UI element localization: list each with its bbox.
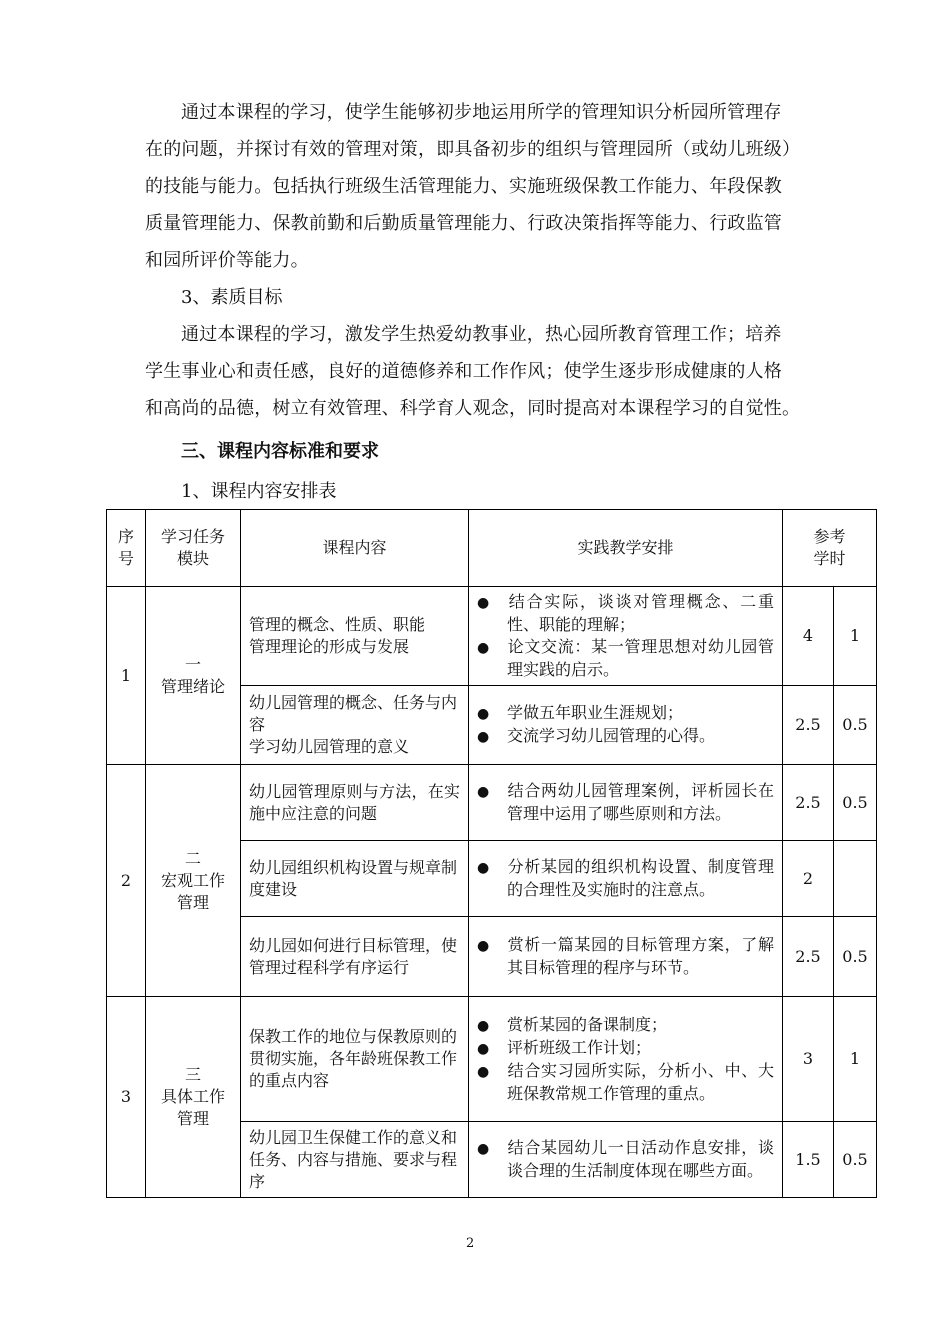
hours-theory: 1.5	[783, 1122, 834, 1198]
module-text: 具体工作	[160, 1087, 225, 1106]
module-text: 二	[184, 848, 201, 868]
practice-text: 评析班级工作计划；	[507, 1037, 652, 1057]
practice-item	[477, 702, 774, 725]
section-heading: 三、课程内容标准和要求	[181, 441, 379, 462]
hours-theory: 2	[783, 841, 834, 917]
content-cell: 幼儿园管理原则与方法，在实施中应注意的问题	[241, 765, 469, 841]
hours-practice: 0.5	[834, 1122, 877, 1198]
practice-text: 结合实习园所实际，分析小、中、大班保教常规工作管理的重点。	[507, 1060, 774, 1103]
row-number: 1	[107, 587, 146, 765]
practice-text: 学做五年职业生涯规划；	[507, 703, 684, 722]
row-number: 3	[107, 997, 146, 1198]
hours-practice	[834, 841, 877, 917]
bullet-icon: ●	[477, 595, 490, 611]
table-heading: 1、课程内容安排表	[181, 481, 337, 502]
bullet-icon: ●	[477, 784, 490, 800]
paragraph-line: 和高尚的品德，树立有效管理、科学育人观念，同时提高对本课程学习的自觉性。	[145, 398, 801, 419]
paragraph-line: 学生事业心和责任感，良好的道德修养和工作作风；使学生逐步形成健康的人格	[145, 361, 782, 382]
header-text: 学习任务	[160, 527, 225, 546]
header-text: 序	[117, 527, 134, 546]
content-cell	[241, 587, 469, 686]
practice-text: 赏析一篇某园的目标管理方案，了解其目标管理的程序与环节。	[507, 935, 774, 977]
module-text: 管理	[176, 1109, 209, 1128]
content-text: 幼儿园管理的概念、任务与内容	[249, 693, 458, 734]
practice-cell	[469, 1122, 783, 1198]
table-header-row	[107, 510, 877, 587]
bullet-icon: ●	[477, 640, 490, 656]
practice-cell	[469, 841, 783, 917]
page-number: 2	[466, 1236, 475, 1251]
hours-practice: 0.5	[834, 917, 877, 997]
bullet-icon: ●	[477, 1040, 490, 1057]
content-cell	[241, 686, 469, 765]
practice-text: 赏析某园的备课制度；	[507, 1014, 668, 1034]
practice-text: 结合两幼儿园管理案例，评析园长在管理中运用了哪些原则和方法。	[507, 781, 774, 823]
practice-item	[477, 856, 774, 901]
module-text: 宏观工作	[160, 870, 225, 890]
header-text: 号	[117, 549, 134, 568]
header-text: 模块	[176, 549, 209, 568]
content-text: 学习幼儿园管理的意义	[249, 737, 410, 756]
header-content: 课程内容	[241, 510, 469, 587]
practice-item	[477, 636, 774, 681]
header-text: 参考	[813, 527, 846, 546]
content-cell: 幼儿园如何进行目标管理，使管理过程科学有序运行	[241, 917, 469, 997]
practice-item	[477, 1014, 774, 1037]
module-cell	[146, 587, 241, 765]
content-text: 管理理论的形成与发展	[249, 637, 410, 656]
hours-theory: 2.5	[783, 765, 834, 841]
bullet-icon: ●	[477, 706, 490, 722]
bullet-icon: ●	[477, 1141, 490, 1157]
content-cell: 幼儿园卫生保健工作的意义和任务、内容与措施、要求与程序	[241, 1122, 469, 1198]
practice-cell	[469, 587, 783, 686]
paragraph-line: 的技能与能力。包括执行班级生活管理能力、实施班级保教工作能力、年段保教	[145, 176, 782, 197]
bullet-icon: ●	[477, 860, 490, 876]
quality-goal-paragraph	[145, 316, 810, 427]
paragraph-line: 通过本课程的学习，激发学生热爱幼教事业，热心园所教育管理工作；培养	[181, 324, 782, 345]
table-row	[107, 997, 877, 1122]
paragraph-line: 质量管理能力、保教前勤和后勤质量管理能力、行政决策指挥等能力、行政监管	[145, 213, 782, 234]
header-text: 学时	[813, 549, 846, 568]
bullet-icon: ●	[477, 1017, 490, 1034]
practice-item	[477, 725, 774, 748]
skills-goal-paragraph	[145, 94, 810, 279]
content-text: 管理的概念、性质、职能	[249, 615, 426, 634]
practice-text: 分析某园的组织机构设置、制度管理的合理性及实施时的注意点。	[507, 857, 774, 899]
practice-text: 结合实际，谈谈对管理概念、二重性、职能的理解；	[507, 592, 774, 634]
practice-item	[477, 1137, 774, 1182]
practice-item	[477, 591, 774, 636]
header-no	[107, 510, 146, 587]
bullet-icon: ●	[477, 1063, 490, 1080]
course-content-table	[106, 509, 877, 1198]
paragraph-line: 和园所评价等能力。	[145, 250, 309, 271]
module-text: 管理绪论	[160, 676, 225, 696]
module-text: 三	[184, 1065, 201, 1084]
practice-text: 论文交流：某一管理思想对幼儿园管理实践的启示。	[507, 637, 774, 679]
header-module	[146, 510, 241, 587]
content-cell: 幼儿园组织机构设置与规章制度建设	[241, 841, 469, 917]
hours-practice: 0.5	[834, 686, 877, 765]
hours-theory: 4	[783, 587, 834, 686]
practice-cell	[469, 917, 783, 997]
paragraph-line: 在的问题，并探讨有效的管理对策，即具备初步的组织与管理园所（或幼儿班级）	[145, 139, 801, 160]
header-hours	[783, 510, 877, 587]
table-row	[107, 587, 877, 686]
hours-theory: 3	[783, 997, 834, 1122]
header-practice: 实践教学安排	[469, 510, 783, 587]
module-cell	[146, 765, 241, 997]
content-cell: 保教工作的地位与保教原则的贯彻实施，各年龄班保教工作的重点内容	[241, 997, 469, 1122]
quality-goal-heading: 3、素质目标	[181, 287, 283, 308]
bullet-icon: ●	[477, 938, 490, 954]
hours-practice: 0.5	[834, 765, 877, 841]
practice-cell	[469, 997, 783, 1122]
practice-cell	[469, 686, 783, 765]
practice-cell	[469, 765, 783, 841]
row-number: 2	[107, 765, 146, 997]
practice-item	[477, 780, 774, 825]
hours-theory: 2.5	[783, 686, 834, 765]
hours-practice: 1	[834, 587, 877, 686]
bullet-icon: ●	[477, 729, 490, 745]
practice-item	[477, 934, 774, 979]
practice-text: 结合某园幼儿一日活动作息安排，谈谈合理的生活制度体现在哪些方面。	[507, 1138, 774, 1180]
practice-item	[477, 1037, 774, 1060]
hours-practice: 1	[834, 997, 877, 1122]
module-cell	[146, 997, 241, 1198]
hours-theory: 2.5	[783, 917, 834, 997]
module-text: 一	[184, 654, 201, 674]
paragraph-line: 通过本课程的学习，使学生能够初步地运用所学的管理知识分析园所管理存	[181, 102, 782, 123]
practice-item	[477, 1060, 774, 1105]
practice-text: 交流学习幼儿园管理的心得。	[507, 726, 716, 745]
module-text: 管理	[176, 892, 209, 912]
table-row	[107, 765, 877, 841]
